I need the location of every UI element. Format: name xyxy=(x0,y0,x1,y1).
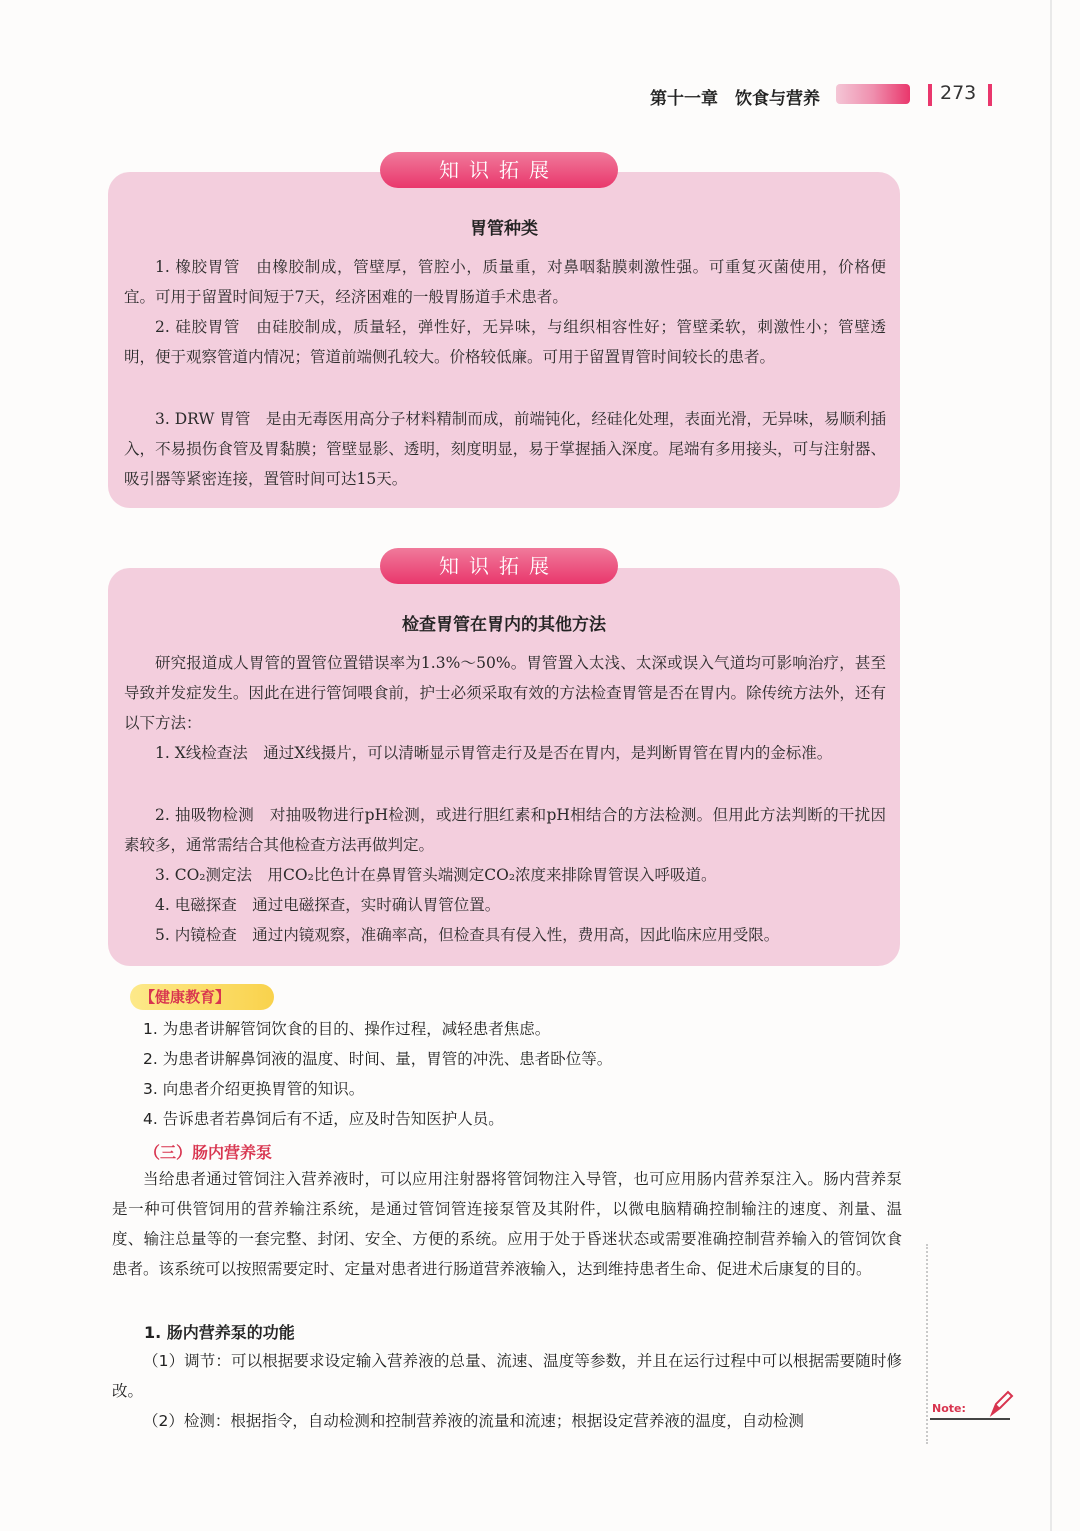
page-edge-line xyxy=(1050,0,1052,1531)
header-separator xyxy=(988,84,992,106)
box-paragraph: 2. 抽吸物检测 对抽吸物进行pH检测，或进行胆红素和pH相结合的方法检测。但用此方法判断的干扰因素较多，通常需结合其他检查方法再做判定。 xyxy=(124,806,886,854)
health-education-item: 4. 告诉患者若鼻饲后有不适，应及时告知医护人员。 xyxy=(143,1110,504,1128)
box-paragraph: 研究报道成人胃管的置管位置错误率为1.3%～50%。胃管置入太浅、太深或误入气道均可影响治疗，甚至导致并发症发生。因此在进行管饲喂食前，护士必须采取有效的方法检查胃管是否在胃内。除传统方法外，还有以下方法： xyxy=(124,654,886,732)
health-education-item: 1. 为患者讲解管饲饮食的目的、操作过程，减轻患者焦虑。 xyxy=(143,1020,551,1038)
note-label: Note: xyxy=(932,1402,966,1415)
section-item: （1）调节：可以根据要求设定输入营养液的总量、流速、温度等参数，并且在运行过程中可以根据需要随时修改。 xyxy=(112,1352,902,1400)
health-education-item: 2. 为患者讲解鼻饲液的温度、时间、量，胃管的冲洗、患者卧位等。 xyxy=(143,1050,613,1068)
page-header xyxy=(560,78,1020,112)
health-education-item: 3. 向患者介绍更换胃管的知识。 xyxy=(143,1080,365,1098)
header-color-bar xyxy=(836,84,910,104)
note-underline xyxy=(930,1418,1010,1420)
knowledge-box-check-methods xyxy=(108,554,900,966)
health-education-label: 【健康教育】 xyxy=(130,984,274,1010)
knowledge-box-tube-types xyxy=(108,158,900,508)
header-separator xyxy=(928,84,932,106)
page-number: 273 xyxy=(940,82,977,104)
box-paragraph: 1. 橡胶胃管 由橡胶制成，管壁厚，管腔小，质量重，对鼻咽黏膜刺激性强。可重复灭菌使用，价格便宜。可用于留置时间短于7天，经济困难的一般胃肠道手术患者。 xyxy=(124,258,886,306)
box-title: 检查胃管在胃内的其他方法 xyxy=(402,615,606,635)
section-item: （2）检测：根据指令，自动检测和控制营养液的流量和流速；根据设定营养液的温度，自动检测 xyxy=(143,1412,804,1430)
chapter-title: 第十一章 饮食与营养 xyxy=(650,89,820,109)
box-title: 胃管种类 xyxy=(470,219,538,239)
box-paragraph: 3. CO₂测定法 用CO₂比色计在鼻胃管头端测定CO₂浓度来排除胃管误入呼吸道。 xyxy=(155,866,717,884)
box-paragraph: 3. DRW 胃管 是由无毒医用高分子材料精制而成，前端钝化，经硅化处理，表面光滑，无异味，易顺利插入，不易损伤食管及胃黏膜；管壁显影、透明，刻度明显，易于掌握插入深度。尾端有多用接头，可与注射器、吸引器等紧密连接，置管时间可达15天。 xyxy=(124,410,886,488)
box-paragraph: 5. 内镜检查 通过内镜观察，准确率高，但检查具有侵入性，费用高，因此临床应用受限。 xyxy=(155,926,780,944)
box-paragraph: 2. 硅胶胃管 由硅胶制成，质量轻，弹性好，无异味，与组织相容性好；管壁柔软，刺激性小；管壁透明，便于观察管道内情况；管道前端侧孔较大。价格较低廉。可用于留置胃管时间较长的患者。 xyxy=(124,318,886,366)
knowledge-tag: 知识拓展 xyxy=(380,548,618,584)
section-subheading: 1. 肠内营养泵的功能 xyxy=(144,1323,295,1342)
pen-icon xyxy=(988,1390,1014,1418)
section-intro: 当给患者通过管饲注入营养液时，可以应用注射器将管饲物注入导管，也可应用肠内营养泵注入。肠内营养泵是一种可供管饲用的营养输注系统，是通过管饲管连接泵管及其附件，以微电脑精确控制输注的速度、剂量、温度、输注总量等的一套完整、封闭、安全、方便的系统。应用于处于昏迷状态或需要准确控制营养输入的管饲饮食患者。该系统可以按照需要定时、定量对患者进行肠道营养液输入，达到维持患者生命、促进术后康复的目的。 xyxy=(112,1170,902,1278)
section-heading: （三）肠内营养泵 xyxy=(144,1143,273,1162)
note-area xyxy=(930,1390,1014,1426)
knowledge-tag: 知识拓展 xyxy=(380,152,618,188)
box-paragraph: 4. 电磁探查 通过电磁探查，实时确认胃管位置。 xyxy=(155,896,501,914)
box-paragraph: 1. X线检查法 通过X线摄片，可以清晰显示胃管走行及是否在胃内，是判断胃管在胃内的金标准。 xyxy=(155,744,833,762)
